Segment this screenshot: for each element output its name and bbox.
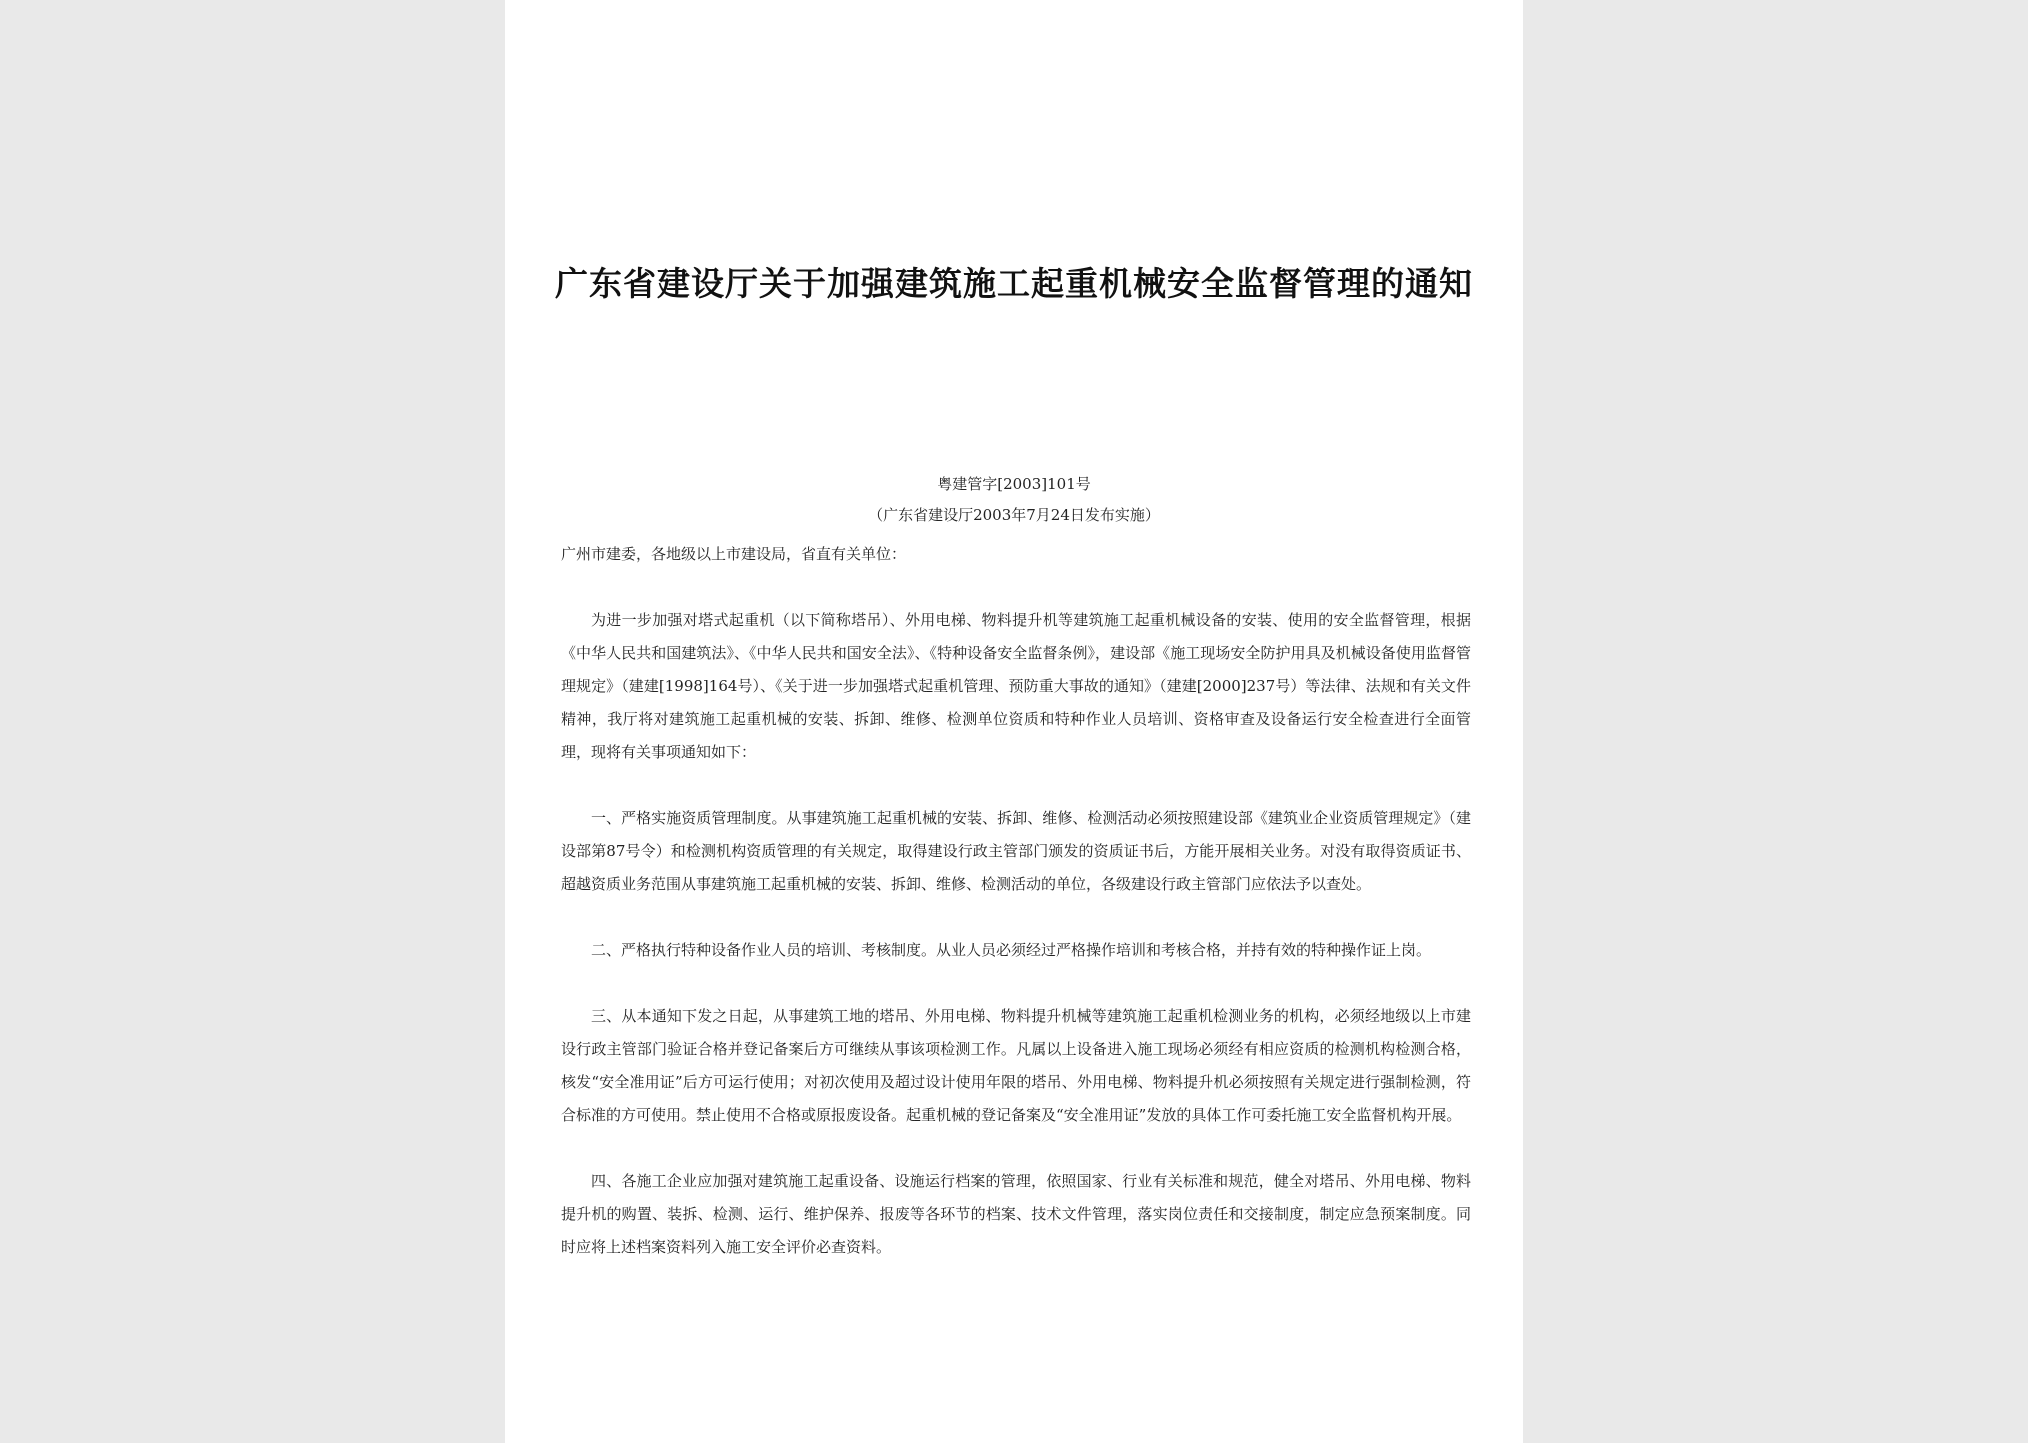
paragraph-item-2: 二、严格执行特种设备作业人员的培训、考核制度。从业人员必须经过严格操作培训和考核合格，并持有效的特种操作证上岗。 xyxy=(591,941,1432,959)
paragraph-item-1: 一、严格实施资质管理制度。从事建筑施工起重机械的安装、拆卸、维修、检测活动必须按照建设部《建筑业企业资质管理规定》（建设部第87号令）和检测机构资质管理的有关规定，取得建设行政主管部门颁发的资质证书后，方能开展相关业务。对没有取得资质证书、超越资质业务范围从事建筑施工起重机械的安装、拆卸、维修、检测活动的单位，各级建设行政主管部门应依法予以查处。 xyxy=(561,809,1471,893)
paragraph-intro: 为进一步加强对塔式起重机（以下简称塔吊）、外用电梯、物料提升机等建筑施工起重机械设备的安装、使用的安全监督管理，根据《中华人民共和国建筑法》、《中华人民共和国安全法》、《特种设备安全监督条例》，建设部《施工现场安全防护用具及机械设备使用监督管理规定》（建建[1998]164号）、《关于进一步加强塔式起重机管理、预防重大事故的通知》（建建[2000]237号）等法律、法规和有关文件精神，我厅将对建筑施工起重机械的安装、拆卸、维修、检测单位资质和特种作业人员培训、资格审查及设备运行安全检查进行全面管理，现将有关事项通知如下： xyxy=(561,611,1471,761)
paragraph-item-3: 三、从本通知下发之日起，从事建筑工地的塔吊、外用电梯、物料提升机械等建筑施工起重机检测业务的机构，必须经地级以上市建设行政主管部门验证合格并登记备案后方可继续从事该项检测工作。凡属以上设备进入施工现场必须经有相应资质的检测机构检测合格，核发“安全准用证”后方可运行使用；对初次使用及超过设计使用年限的塔吊、外用电梯、物料提升机必须按照有关规定进行强制检测，符合标准的方可使用。禁止使用不合格或原报废设备。起重机械的登记备案及“安全准用证”发放的具体工作可委托施工安全监督机构开展。 xyxy=(561,1007,1471,1124)
document-page xyxy=(505,0,1523,1443)
issue-date-note: （广东省建设厅2003年7月24日发布实施） xyxy=(868,506,1160,524)
document-title: 广东省建设厅关于加强建筑施工起重机械安全监督管理的通知 xyxy=(555,264,1473,303)
document-number: 粤建管字[2003]101号 xyxy=(937,475,1091,493)
document-body xyxy=(561,538,1471,1297)
paragraph-item-4: 四、各施工企业应加强对建筑施工起重设备、设施运行档案的管理，依照国家、行业有关标准和规范，健全对塔吊、外用电梯、物料提升机的购置、装拆、检测、运行、维护保养、报废等各环节的档案、技术文件管理，落实岗位责任和交接制度，制定应急预案制度。同时应将上述档案资料列入施工安全评价必查资料。 xyxy=(561,1172,1471,1256)
salutation: 广州市建委，各地级以上市建设局，省直有关单位： xyxy=(561,545,907,563)
